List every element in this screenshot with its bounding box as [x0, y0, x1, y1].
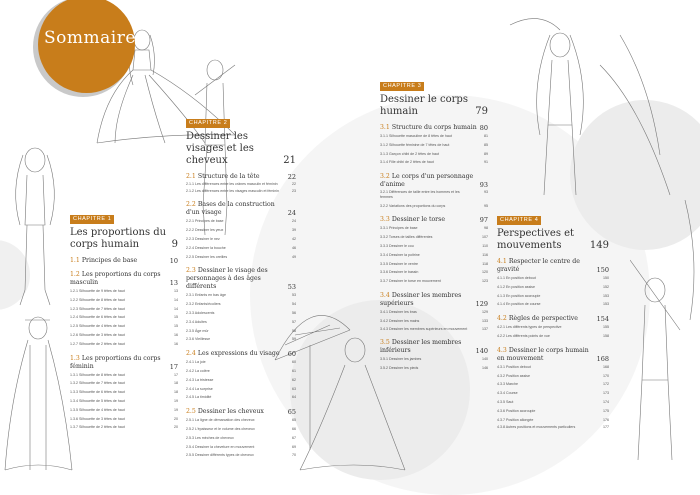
section-heading[interactable]: 1.3 Les proportions du corps féminin 17 — [70, 354, 178, 371]
chapter-4 — [497, 208, 609, 432]
toc-entry[interactable]: 4.3.1 Position debout 168 — [497, 364, 609, 369]
illustration-fantasy-warrior — [630, 200, 700, 475]
section-heading[interactable]: 2.1 Structure de la tête 22 — [186, 173, 296, 181]
toc-entry[interactable]: 2.4.3 La tristesse 62 — [186, 377, 296, 382]
toc-entry[interactable]: 3.3.3 Dessiner le cou 110 — [380, 243, 488, 248]
section-heading[interactable]: 3.3 Dessiner le torse 97 — [380, 216, 488, 225]
toc-entry[interactable]: 3.3.1 Principes de base 98 — [380, 226, 488, 231]
chapter-tag: CHAPITRE 2 — [186, 119, 230, 128]
toc-entry[interactable]: 3.5.2 Dessiner les pieds 146 — [380, 365, 488, 370]
illustration-warrior-girl — [5, 130, 65, 320]
toc-entry[interactable]: 2.3.3 Adolescents 56 — [186, 310, 296, 315]
toc-entry[interactable]: 2.3.2 Enfants/écoliers 54 — [186, 302, 296, 307]
toc-entry[interactable]: 4.2.1 Les différents types de perspective 155 — [497, 325, 609, 330]
illustration-fairy-queen — [500, 5, 680, 205]
toc-entry[interactable]: 1.3.7 Silhouette de 2 têtes de haut 20 — [70, 425, 178, 430]
toc-entry[interactable]: 2.2.4 Dessiner la bouche 46 — [186, 245, 296, 250]
toc-entry[interactable]: 4.1.3 En position accroupie 153 — [497, 293, 609, 298]
toc-entry[interactable]: 1.2.3 Silhouette de 7 têtes de haut 14 — [70, 306, 178, 311]
toc-entry[interactable]: 1.3.2 Silhouette de 7 têtes de haut 18 — [70, 381, 178, 386]
toc-entry[interactable]: 3.3.6 Dessiner le bassin 120 — [380, 270, 488, 275]
toc-entry[interactable]: 1.2.5 Silhouette de 4 têtes de haut 15 — [70, 324, 178, 329]
toc-entry[interactable]: 2.3.5 Âge mûr 58 — [186, 328, 296, 333]
toc-entry[interactable]: 3.4.1 Dessiner les bras 129 — [380, 309, 488, 314]
page-title: Sommaire — [44, 28, 136, 48]
toc-entry[interactable]: 3.3.2 Torses de tailles différentes 107 — [380, 235, 488, 240]
toc-entry[interactable]: 3.3.5 Dessiner le ventre 118 — [380, 261, 488, 266]
toc-entry[interactable]: 2.5.2 L'épaisseur et le volume des cheveux 66 — [186, 426, 296, 431]
toc-entry[interactable]: 1.2.4 Silhouette de 6 têtes de haut 15 — [70, 315, 178, 320]
section-heading[interactable]: 2.2 Bases de la construction d'un visage 24 — [186, 201, 296, 218]
section-heading[interactable]: 3.5 Dessiner les membres inférieurs 140 — [380, 338, 488, 355]
chapter-2 — [186, 111, 296, 460]
section-heading[interactable]: 2.3 Dessiner le visage des personnages à des âges différents 53 — [186, 267, 296, 292]
toc-entry[interactable]: 3.3.7 Dessiner le torse en mouvement 123 — [380, 279, 488, 284]
toc-entry[interactable]: 2.4.1 La joie 60 — [186, 360, 296, 365]
chapter-title[interactable]: Les proportions du corps humain 9 — [70, 227, 178, 250]
toc-entry[interactable]: 4.3.6 Position accroupie 175 — [497, 408, 609, 413]
toc-entry[interactable]: 2.2.2 Dessiner les yeux 39 — [186, 228, 296, 233]
toc-entry[interactable]: 4.3.4 Course 173 — [497, 391, 609, 396]
section-heading[interactable]: 1.2 Les proportions du corps masculin 13 — [70, 271, 178, 287]
toc-entry[interactable]: 2.1.2 Les différences entre les visages masculin et féminin 23 — [186, 189, 296, 194]
toc-entry[interactable]: 3.2.2 Variations des proportions du corps 95 — [380, 203, 488, 208]
toc-entry[interactable]: 1.2.2 Silhouette de 8 têtes de haut 14 — [70, 297, 178, 302]
section-heading[interactable]: 2.5 Dessiner les cheveux 65 — [186, 408, 296, 417]
toc-entry[interactable]: 3.4.3 Dessiner les membres supérieurs en mouvement 137 — [380, 326, 488, 331]
toc-entry[interactable]: 2.2.3 Dessiner le nez 42 — [186, 237, 296, 241]
section-heading[interactable]: 4.3 Dessiner le corps humain en mouvement 168 — [497, 346, 609, 363]
toc-entry[interactable]: 2.5.5 Dessiner différents types de cheveux 70 — [186, 453, 296, 458]
toc-entry[interactable]: 4.3.2 Position assise 170 — [497, 373, 609, 378]
toc-entry[interactable]: 1.2.6 Silhouette de 3 têtes de haut 16 — [70, 332, 178, 337]
toc-entry[interactable]: 2.5.1 La ligne de démarcation des cheveux 65 — [186, 418, 296, 423]
toc-entry[interactable]: 2.2.5 Dessiner les oreilles 49 — [186, 254, 296, 259]
toc-entry[interactable]: 4.3.7 Position allongée 176 — [497, 417, 609, 422]
toc-entry[interactable]: 4.3.8 Autres positions et mouvements particuliers 177 — [497, 425, 609, 430]
toc-entry[interactable]: 1.3.3 Silhouette de 6 têtes de haut 18 — [70, 390, 178, 395]
chapter-1 — [70, 207, 178, 432]
toc-entry[interactable]: 2.3.6 Vieillesse 59 — [186, 337, 296, 342]
section-heading[interactable]: 2.4 Les expressions du visage 60 — [186, 350, 296, 359]
toc-entry[interactable]: 1.3.1 Silhouette de 8 têtes de haut 17 — [70, 372, 178, 377]
chapter-tag: CHAPITRE 1 — [70, 215, 114, 224]
section-heading[interactable]: 3.1 Structure du corps humain 80 — [380, 124, 488, 132]
toc-entry[interactable]: 3.1.4 Fille chibi de 2 têtes de haut 91 — [380, 160, 488, 165]
toc-entry[interactable]: 2.3.1 Enfants en bas âge 53 — [186, 293, 296, 298]
toc-entry[interactable]: 2.5.4 Dessiner la chevelure en mouvement 69 — [186, 444, 296, 449]
toc-entry[interactable]: 4.1.4 En position de course 153 — [497, 302, 609, 307]
toc-entry[interactable]: 2.5.3 Les mèches de cheveux 67 — [186, 435, 296, 440]
chapter-3 — [380, 74, 488, 372]
chapter-tag: CHAPITRE 3 — [380, 82, 424, 91]
toc-entry[interactable]: 3.5.1 Dessiner les jambes 140 — [380, 356, 488, 361]
toc-entry[interactable]: 4.1.2 En position assise 152 — [497, 284, 609, 289]
section-heading[interactable]: 1.1 Principes de base 10 — [70, 257, 178, 265]
chapter-title[interactable]: Perspectives et mouvements 149 — [497, 228, 609, 251]
toc-entry[interactable]: 2.2.1 Principes de base 24 — [186, 219, 296, 224]
toc-entry[interactable]: 3.2.1 Différences de taille entre les hommes et les femmes 93 — [380, 190, 488, 200]
toc-entry[interactable]: 1.3.4 Silhouette de 5 têtes de haut 19 — [70, 398, 178, 403]
toc-entry[interactable]: 3.4.2 Dessiner les mains 133 — [380, 318, 488, 323]
toc-entry[interactable]: 3.1.3 Garçon chibi de 2 têtes de haut 89 — [380, 151, 488, 156]
chapter-title[interactable]: Dessiner le corps humain 79 — [380, 94, 488, 117]
section-heading[interactable]: 3.2 Le corps d'un personnage d'anime 93 — [380, 173, 488, 190]
toc-entry[interactable]: 3.3.4 Dessiner la poitrine 116 — [380, 252, 488, 257]
chapter-tag: CHAPITRE 4 — [497, 216, 541, 225]
toc-entry[interactable]: 1.2.7 Silhouette de 2 têtes de haut 16 — [70, 341, 178, 346]
toc-entry[interactable]: 1.3.6 Silhouette de 3 têtes de haut 20 — [70, 416, 178, 421]
toc-entry[interactable]: 2.4.5 La timidité 64 — [186, 395, 296, 400]
section-heading[interactable]: 4.1 Respecter le centre de gravité 150 — [497, 258, 609, 274]
illustration-robed-figure — [0, 310, 75, 475]
toc-entry[interactable]: 1.3.5 Silhouette de 4 têtes de haut 19 — [70, 407, 178, 412]
chapter-title[interactable]: Dessiner les visages et les cheveux 21 — [186, 131, 296, 166]
section-heading[interactable]: 3.4 Dessiner les membres supérieurs 129 — [380, 291, 488, 308]
toc-entry[interactable]: 1.2.1 Silhouette de 9 têtes de haut 13 — [70, 289, 178, 293]
toc-entry[interactable]: 3.1.2 Silhouette féminine de 7 têtes de haut 85 — [380, 142, 488, 147]
toc-entry[interactable]: 4.1.1 En position debout 150 — [497, 276, 609, 280]
toc-entry[interactable]: 4.3.5 Saut 174 — [497, 399, 609, 404]
toc-entry[interactable]: 2.3.4 Adultes 57 — [186, 319, 296, 324]
toc-entry[interactable]: 4.3.3 Marche 172 — [497, 382, 609, 387]
toc-entry[interactable]: 3.1.1 Silhouette masculine de 8 têtes de haut 81 — [380, 134, 488, 138]
toc-entry[interactable]: 4.2.2 Les différents points de vue 158 — [497, 333, 609, 338]
toc-entry[interactable]: 2.1.1 Les différences entre les crânes masculin et féminin 22 — [186, 182, 296, 186]
toc-entry[interactable]: 2.4.4 La surprise 63 — [186, 386, 296, 391]
section-heading[interactable]: 4.2 Règles de perspective 154 — [497, 315, 609, 324]
toc-entry[interactable]: 2.4.2 La colère 61 — [186, 368, 296, 373]
